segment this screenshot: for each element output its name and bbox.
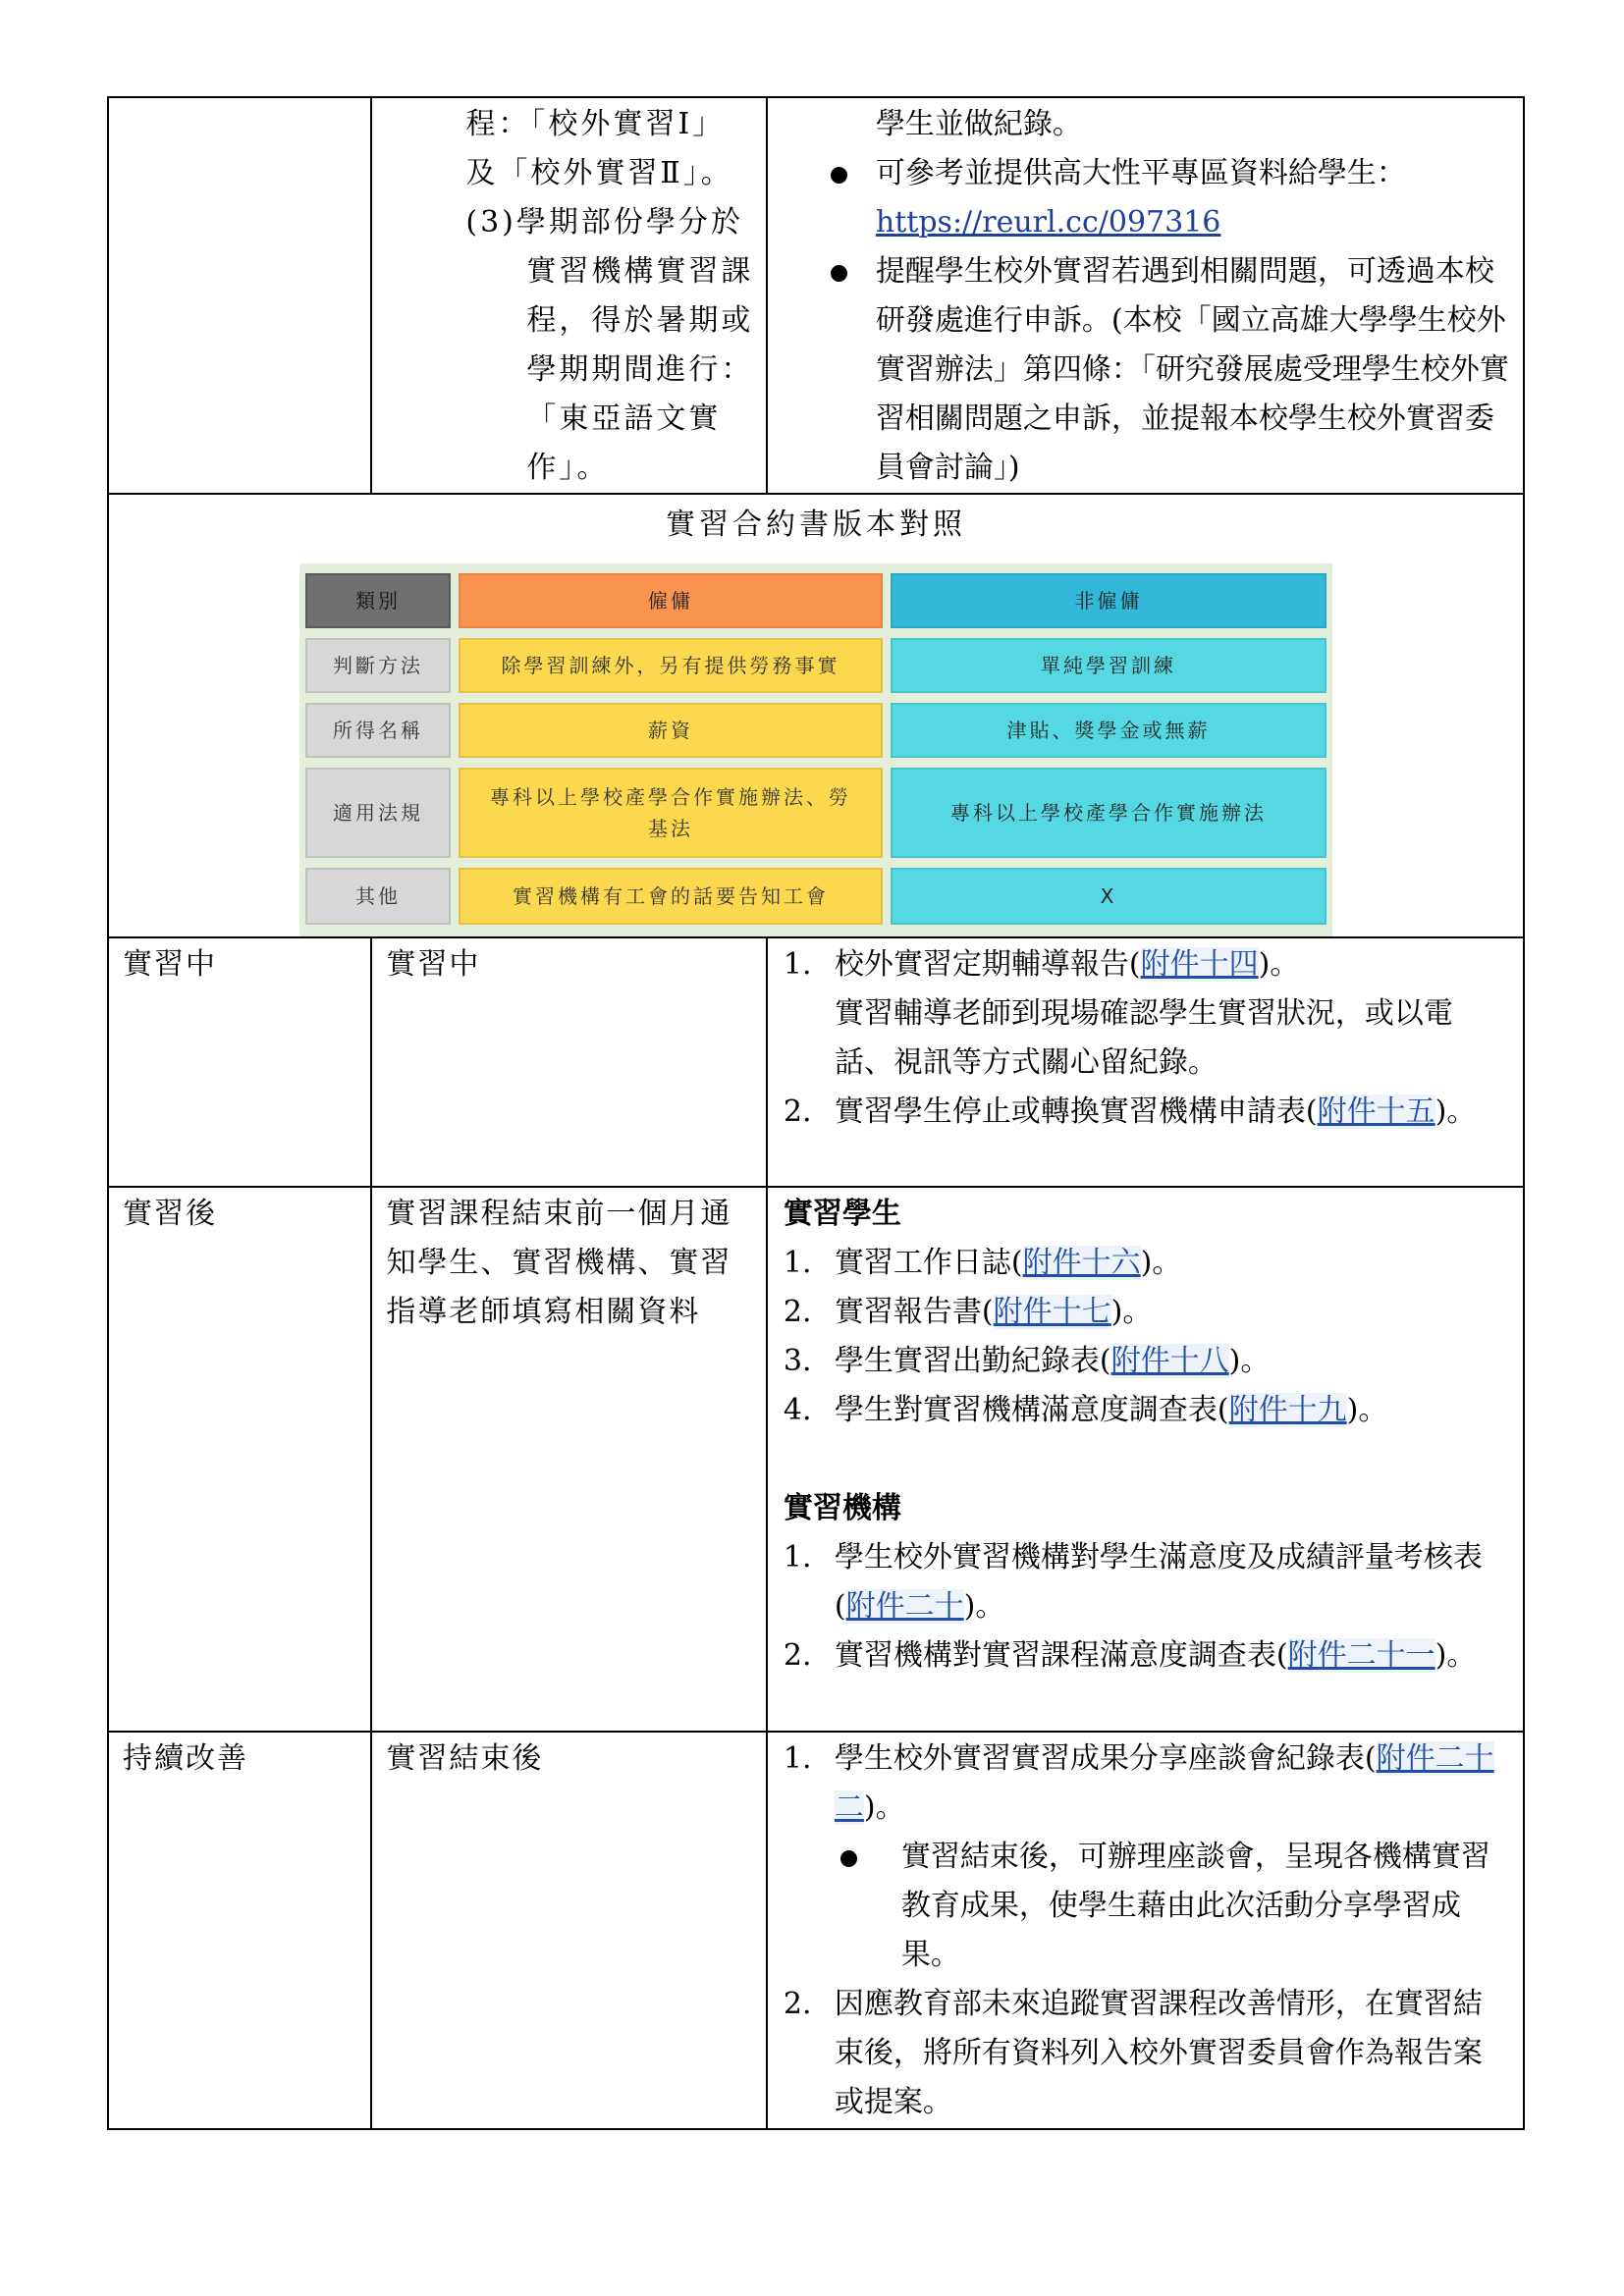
item-text: )。	[1435, 1095, 1477, 1129]
non-employment-cell: X	[891, 868, 1326, 925]
list-item: 2. 因應教育部未來追蹤實習課程改善情形，在實習結束後，將所有資料列入校外實習委員會作為報告案或提案。	[783, 1987, 1483, 2119]
list-item: 1. 實習工作日誌(附件十六)。	[783, 1246, 1182, 1280]
non-employment-cell: 專科以上學校產學合作實施辦法	[891, 768, 1326, 858]
table-row	[108, 97, 1524, 494]
stage-cell	[108, 1187, 371, 1732]
content-cell	[767, 1732, 1524, 2129]
list-item	[768, 1833, 1523, 1980]
timing-cell	[371, 937, 767, 1187]
item-text: 實習報告書(	[834, 1295, 994, 1329]
item-text: 實習學生停止或轉換實習機構申請表(	[834, 1095, 1318, 1129]
record-text: 學生並做紀錄。	[875, 107, 1082, 141]
contract-comparison-chart	[299, 563, 1332, 936]
attachment-link[interactable]: 附件十七	[993, 1295, 1111, 1329]
comparison-title: 實習合約書版本對照	[666, 507, 966, 542]
category-cell: 其他	[305, 868, 451, 925]
content-cell	[767, 937, 1524, 1187]
stage-label: 實習中	[123, 947, 217, 982]
table-row	[108, 1732, 1524, 2129]
gender-equity-link[interactable]: https://reurl.cc/097316	[875, 205, 1221, 240]
list-item: 2. 實習機構對實習課程滿意度調查表(附件二十一)。	[783, 1638, 1477, 1673]
timing-cell	[371, 1732, 767, 2129]
list-item: 1. 校外實習定期輔導報告(附件十四)。	[783, 947, 1300, 982]
gender-equity-text: 可參考並提供高大性平專區資料給學生：	[875, 156, 1406, 190]
stage-cell	[108, 97, 371, 494]
list-item: 4. 學生對實習機構滿意度調查表(附件十九)。	[783, 1393, 1388, 1427]
non-employment-header: 非僱傭	[891, 573, 1326, 628]
list-item: 1. 學生校外實習實習成果分享座談會紀錄表(附件二十二)。	[783, 1741, 1494, 1825]
list-item: 2. 實習學生停止或轉換實習機構申請表(附件十五)。	[783, 1095, 1477, 1129]
attachment-link[interactable]: 附件十四	[1140, 947, 1259, 982]
content-cell	[767, 1187, 1524, 1732]
list-item	[768, 247, 1523, 493]
timing-cell	[371, 1187, 767, 1732]
comparison-cell	[108, 494, 1524, 937]
stage-label: 實習後	[123, 1197, 217, 1231]
bullet-icon	[840, 1850, 857, 1867]
item-text: )。	[1110, 1295, 1153, 1329]
item-text: 學生校外實習實習成果分享座談會紀錄表(	[834, 1741, 1377, 1776]
item-text: )。	[1140, 1246, 1182, 1280]
employment-cell: 薪資	[459, 703, 883, 758]
table-row	[108, 494, 1524, 937]
bullet-icon	[831, 265, 847, 282]
list-item: 1. 學生校外實習機構對學生滿意度及成績評量考核表(附件二十)。	[783, 1540, 1483, 1624]
students-heading: 實習學生	[783, 1197, 901, 1231]
table-row	[108, 1187, 1524, 1732]
employment-cell: 除學習訓練外，另有提供勞務事實	[459, 638, 883, 693]
item-text: 實習結束後，可辦理座談會，呈現各機構實習教育成果，使學生藉由此次活動分享學習成果。	[900, 1840, 1490, 1972]
course-line: 程：「校外實習Ⅰ」	[465, 107, 726, 141]
timing-label: 實習結束後	[386, 1741, 544, 1776]
stage-cell	[108, 1732, 371, 2129]
course-line: (3)學期部份學分於實習機構實習課程，得於暑期或學期期間進行：「東亞語文實作」。	[465, 205, 754, 485]
timing-label: 實習中	[386, 947, 481, 982]
timing-cell	[371, 97, 767, 494]
non-employment-cell: 單純學習訓練	[891, 638, 1326, 693]
appeal-text: 提醒學生校外實習若遇到相關問題，可透過本校研發處進行申訴。(本校「國立高雄大學學生校外實習辦法」第四條：「研究發展處受理學生校外實習相關問題之申訴，並提報本校學生校外實習委員會討論」)	[875, 254, 1509, 485]
employment-cell: 實習機構有工會的話要告知工會	[459, 868, 883, 925]
item-text: 因應教育部未來追蹤實習課程改善情形，在實習結束後，將所有資料列入校外實習委員會作為報告案或提案。	[834, 1987, 1483, 2119]
category-header: 類別	[305, 573, 451, 628]
attachment-link[interactable]: 附件十九	[1228, 1393, 1347, 1427]
course-line: 及「校外實習Ⅱ」。	[465, 156, 733, 190]
stage-cell	[108, 937, 371, 1187]
stage-label: 持續改善	[123, 1741, 248, 1776]
attachment-link[interactable]: 附件十五	[1317, 1095, 1435, 1129]
attachment-link[interactable]: 附件二十	[845, 1589, 964, 1624]
list-item	[768, 149, 1523, 247]
item-text: 實習機構對實習課程滿意度調查表(	[834, 1638, 1288, 1673]
list-item: 3. 學生實習出勤紀錄表(附件十八)。	[783, 1344, 1271, 1378]
category-cell: 所得名稱	[305, 703, 451, 758]
item-text: 學生實習出勤紀錄表(	[834, 1344, 1111, 1378]
item-text: )。	[1346, 1393, 1388, 1427]
item-text: )。	[1435, 1638, 1477, 1673]
internship-process-table	[107, 96, 1525, 2130]
category-cell: 適用法規	[305, 768, 451, 858]
item-description: 實習輔導老師到現場確認學生實習狀況，或以電話、視訊等方式關心留紀錄。	[834, 996, 1453, 1080]
non-employment-cell: 津貼、獎學金或無薪	[891, 703, 1326, 758]
category-cell: 判斷方法	[305, 638, 451, 693]
item-text: 校外實習定期輔導報告(	[834, 947, 1141, 982]
item-text: 實習工作日誌(	[834, 1246, 1023, 1280]
list-item: 2. 實習報告書(附件十七)。	[783, 1295, 1153, 1329]
organization-heading: 實習機構	[783, 1491, 901, 1525]
item-text: )。	[963, 1589, 1005, 1624]
table-row	[108, 937, 1524, 1187]
employment-header: 僱傭	[459, 573, 883, 628]
attachment-link[interactable]: 附件十八	[1110, 1344, 1229, 1378]
item-text: 學生校外實習機構對學生滿意度及成績評量考核表(	[834, 1540, 1483, 1624]
employment-cell: 專科以上學校產學合作實施辦法、勞基法	[459, 768, 883, 858]
item-text: )。	[863, 1790, 905, 1825]
timing-label: 實習課程結束前一個月通知學生、實習機構、實習指導老師填寫相關資料	[386, 1197, 732, 1329]
content-cell	[767, 97, 1524, 494]
item-text: )。	[1228, 1344, 1271, 1378]
bullet-icon	[831, 167, 847, 184]
attachment-link[interactable]: 附件十六	[1022, 1246, 1141, 1280]
item-text: )。	[1258, 947, 1300, 982]
item-text: 學生對實習機構滿意度調查表(	[834, 1393, 1229, 1427]
attachment-link[interactable]: 附件二十一	[1287, 1638, 1435, 1673]
attachment-link[interactable]: 附件二十二	[834, 1741, 1494, 1825]
